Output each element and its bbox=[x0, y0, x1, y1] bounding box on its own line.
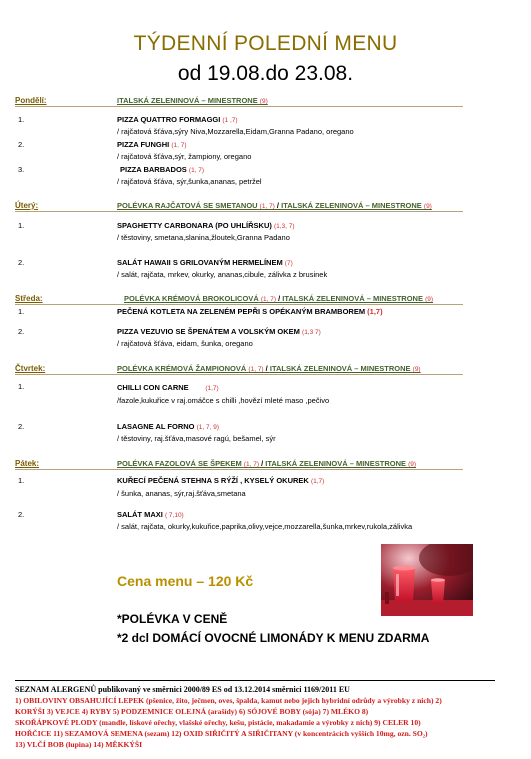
dish-description: / šunka, ananas, sýr,raj.šťáva,smetana bbox=[117, 489, 246, 498]
allergen-list-title: SEZNAM ALERGENŮ publikovaný ve směrnici 2000/89 ES od 13.12.2014 směrnici 1169/2011 EU bbox=[15, 685, 350, 694]
soups-tuesday: POLÉVKA RAJČATOVÁ SE SMETANOU (1, 7) / ITALSKÁ ZELENINOVÁ – MINESTRONE (9) bbox=[117, 201, 432, 210]
dish-title: PIZZA QUATTRO FORMAGGI (1 ,7) bbox=[117, 115, 238, 124]
dish-title: PEČENÁ KOTLETA NA ZELENÉM PEPŘI S OPÉKANÝM BRAMBOREM (1,7) bbox=[117, 307, 383, 316]
dish-allergens: (1, 7) bbox=[188, 167, 205, 174]
dish-number: 1. bbox=[18, 382, 25, 391]
divider bbox=[15, 304, 463, 305]
allergen-line: 1) OBILOVINY OBSAHUJÍCÍ LEPEK (pšenice, žito, ječmen, oves, špalda, kamut nebo jejich hybridní odrůdy a výrobky z nich) 2) bbox=[15, 696, 442, 705]
menu-price: Cena menu – 120 Kč bbox=[117, 573, 254, 589]
day-label-friday: Pátek: bbox=[15, 459, 40, 468]
allergen-line: 13) VLČÍ BOB (lupina) 14) MĚKKÝŠI bbox=[15, 740, 143, 749]
note-soup-included: *POLÉVKA V CENĚ bbox=[117, 612, 228, 626]
dish-number: 2. bbox=[18, 140, 25, 149]
menu-title: TÝDENNÍ POLEDNÍ MENU bbox=[133, 32, 398, 55]
dish-description: / těstoviny, smetana,slanina,žloutek,Granna Padano bbox=[117, 233, 290, 242]
note-free-lemonade: *2 dcl DOMÁCÍ OVOCNÉ LIMONÁDY K MENU ZDARMA bbox=[117, 631, 430, 645]
day-label-wednesday: Středa: bbox=[15, 294, 43, 303]
dish-title: SALÁT MAXI ( 7,10) bbox=[117, 510, 184, 519]
dish-title: KUŘECÍ PEČENÁ STEHNA S RÝŽÍ , KYSELÝ OKUREK (1,7) bbox=[117, 476, 325, 485]
allergen-line: KORÝŠI 3) VEJCE 4) RYBY 5) PODZEMNICE OLEJNÁ (arašídy) 6) SÓJOVÉ BOBY (sója) 7) MLÉKO 8) bbox=[15, 707, 369, 716]
dish-number: 1. bbox=[18, 307, 25, 316]
divider bbox=[15, 469, 463, 470]
soups-wednesday: POLÉVKA KRÉMOVÁ BROKOLICOVÁ (1, 7) / ITALSKÁ ZELENINOVÁ – MINESTRONE (9) bbox=[124, 294, 434, 303]
dish-description: / salát, rajčata, mrkev, okurky, ananas,cibule, zálivka z brusinek bbox=[117, 270, 328, 279]
dish-allergens: (1 ,7) bbox=[222, 117, 238, 124]
dish-description: / salát, rajčata, okurky,kukuřice,paprika,olivy,vejce,mozzarella,šunka,mrkev,rukola,zálivka bbox=[117, 522, 413, 531]
dish-title: CHILLI CON CARNE (1,7) bbox=[117, 383, 219, 392]
divider bbox=[15, 374, 463, 375]
day-label-thursday: Čtvrtek: bbox=[15, 364, 46, 373]
menu-dates: od 19.08.do 23.08. bbox=[177, 62, 354, 85]
soup-name: ITALSKÁ ZELENINOVÁ – MINESTRONE bbox=[117, 96, 258, 105]
day-label-tuesday: Úterý: bbox=[15, 201, 39, 210]
dish-title: PIZZA BARBADOS (1, 7) bbox=[120, 165, 205, 174]
dish-description: / těstoviny, raj.šťáva,masové ragú, bešamel, sýr bbox=[117, 434, 276, 443]
dish-number: 2. bbox=[18, 327, 25, 336]
dish-number: 1. bbox=[18, 476, 25, 485]
dish-title: SPAGHETTY CARBONARA (PO UHLÍŘSKU) (1,3, 7) bbox=[117, 221, 295, 230]
dish-number: 2. bbox=[18, 422, 25, 431]
day-label-monday: Pondělí: bbox=[15, 96, 47, 105]
soup-monday bbox=[117, 96, 268, 105]
dish-description: / rajčatová šťáva,sýry Niva,Mozzarella,Eidam,Granna Padano, oregano bbox=[117, 127, 354, 136]
divider bbox=[15, 211, 463, 212]
dish-description: / rajčatová šťáva, eidam, šunka, oregano bbox=[117, 339, 253, 348]
dish-number: 1. bbox=[18, 115, 25, 124]
dish-number: 3. bbox=[18, 165, 25, 174]
divider bbox=[15, 106, 463, 107]
dish-number: 2. bbox=[18, 258, 25, 267]
dish-description: / rajčatová šťáva, sýr,šunka,ananas, petržel bbox=[117, 177, 262, 186]
dish-title: LASAGNE AL FORNO (1, 7, 9) bbox=[117, 422, 220, 431]
lemonade-photo bbox=[381, 544, 473, 616]
dish-title: SALÁT HAWAII S GRILOVANÝM HERMELÍNEM (7) bbox=[117, 258, 293, 267]
dish-description: /fazole,kukuřice v raj.omáčce s chilli ,hovězí mleté maso ,pečivo bbox=[117, 396, 330, 405]
soup-allergens: (9) bbox=[259, 98, 268, 105]
dish-title: PIZZA VEZUVIO SE ŠPENÁTEM A VOLSKÝM OKEM (1,3 7) bbox=[117, 327, 321, 336]
dish-allergens: (1, 7) bbox=[171, 142, 187, 149]
dish-number: 1. bbox=[18, 221, 25, 230]
dish-description: / rajčatová šťáva,sýr, žampiony, oregano bbox=[117, 152, 252, 161]
allergen-line: HOŘČICE 11) SEZAMOVÁ SEMENA (sezam) 12) OXID SIŘIČITÝ A SIŘIČITANY (v koncentrácích vyšších 10mg, ozn. SO₂) bbox=[15, 729, 428, 738]
dish-title: PIZZA FUNGHI (1, 7) bbox=[117, 140, 187, 149]
dish-number: 2. bbox=[18, 510, 25, 519]
soups-thursday: POLÉVKA KRÉMOVÁ ŽAMPIONOVÁ (1, 7) / ITALSKÁ ZELENINOVÁ – MINESTRONE (9) bbox=[117, 364, 421, 373]
allergen-line: SKOŘÁPKOVÉ PLODY (mandle, lískové ořechy, vlašské ořechy, kešu, pistácie, makadamie a výrobky z nich) 9) CELER 10) bbox=[15, 718, 421, 727]
soups-friday: POLÉVKA FAZOLOVÁ SE ŠPEKEM (1, 7) / ITALSKÁ ZELENINOVÁ – MINESTRONE (9) bbox=[117, 459, 417, 468]
divider bbox=[15, 680, 495, 681]
